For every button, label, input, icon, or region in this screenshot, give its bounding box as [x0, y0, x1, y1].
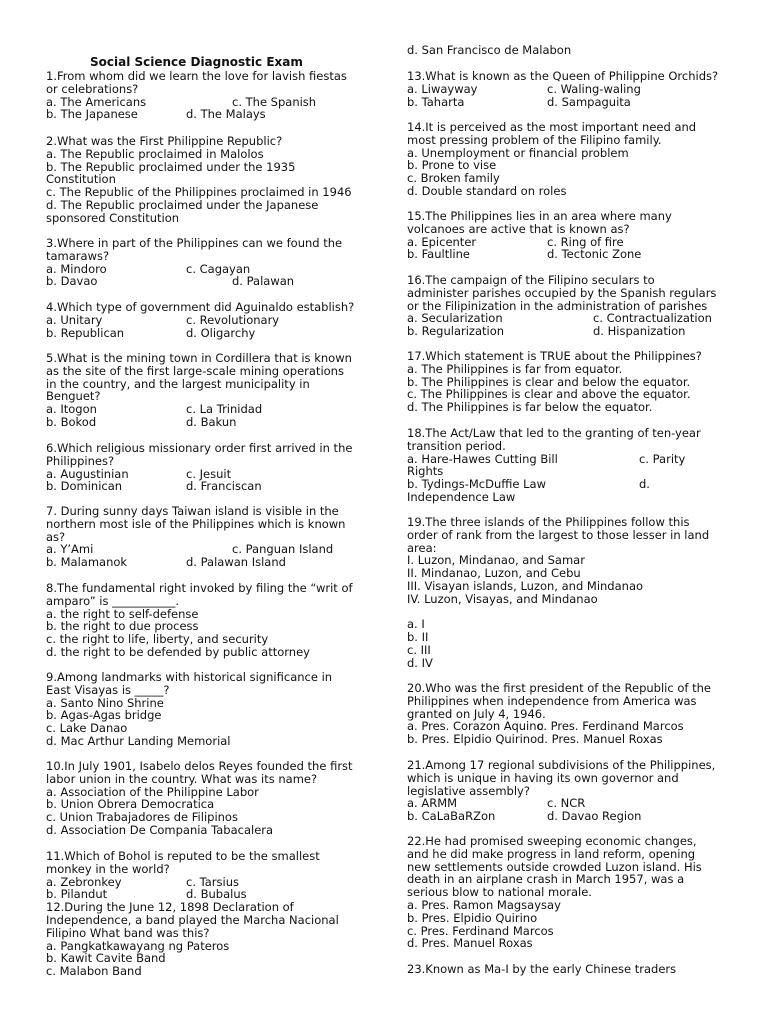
text-line	[407, 606, 737, 619]
text-line: b. the right to due process	[46, 619, 199, 634]
text-line: 5.What is the mining town in Cordillera that is known	[46, 351, 352, 365]
question-block	[46, 505, 366, 569]
question-block	[407, 963, 737, 976]
option-text: c. Jesuit	[186, 466, 232, 481]
option-text: a. ARMM	[407, 796, 458, 811]
text-line: 3.Where in part of the Philippines can we found the	[46, 236, 343, 250]
option-text: b. Davao	[46, 274, 98, 289]
option-text: a. Y’Ami	[46, 542, 94, 557]
text-line: Benguet?	[46, 389, 101, 404]
option-text: c. Parity	[639, 451, 686, 466]
question-block	[46, 850, 366, 978]
option-text: c. La Trinidad	[186, 402, 263, 417]
option-text: a. Epicenter	[407, 234, 477, 249]
text-line: 6.Which religious missionary order first arrived in the	[46, 441, 353, 455]
text-line: Constitution	[46, 172, 116, 187]
text-line: 21.Among 17 regional subdivisions of the Philippines,	[407, 758, 716, 772]
text-line: a. Santo Nino Shrine	[46, 695, 164, 710]
text-line: 1.From whom did we learn the love for lavish fiestas	[46, 69, 347, 83]
text-line: 9.Among landmarks with historical significance in	[46, 670, 333, 684]
question-block	[407, 427, 737, 504]
option-text: d. Oligarchy	[186, 325, 256, 340]
text-line: d. The Republic proclaimed under the Japanese	[46, 197, 319, 212]
option-text: b. Republican	[46, 325, 125, 340]
text-line: a. The Republic proclaimed in Malolos	[46, 146, 264, 161]
question-block	[46, 237, 366, 288]
question-block	[46, 582, 366, 659]
text-line: volcanoes are active that is known as?	[407, 221, 630, 236]
option-text: c. Cagayan	[186, 261, 251, 276]
text-line: I. Luzon, Mindanao, and Samar	[407, 553, 585, 568]
question-block	[407, 516, 737, 670]
text-line: 11.Which of Bohol is reputed to be the smallest	[46, 849, 320, 863]
option-text: b. Tydings-McDuffie Law	[407, 477, 546, 492]
option-text: b. The Japanese	[46, 107, 138, 122]
option-row	[46, 416, 366, 429]
text-line: transition period.	[407, 438, 506, 453]
text-line: a. The Philippines is far from equator.	[407, 361, 623, 376]
text-line: 7. During sunny days Taiwan island is visible in the	[46, 504, 339, 518]
option-text: a. Zebronkey	[46, 874, 122, 889]
text-line: granted on July 4, 1946.	[407, 706, 546, 721]
option-row	[46, 480, 366, 493]
text-line: 12.During the June 12, 1898 Declaration of	[46, 900, 294, 915]
option-text: d. Bakun	[186, 414, 237, 429]
option-text: b. Faultline	[407, 247, 470, 262]
text-line: which is unique in having its own governor and	[407, 770, 679, 785]
option-row	[46, 327, 366, 340]
text-line: IV. Luzon, Visayas, and Mindanao	[407, 591, 598, 606]
option-text: d. Hispanization	[593, 324, 686, 339]
option-text: b. Dominican	[46, 479, 123, 494]
option-row	[407, 478, 737, 491]
text-line: b. Agas-Agas bridge	[46, 708, 162, 723]
option-text: b. Taharta	[407, 94, 465, 109]
text-line: a. Unemployment or financial problem	[407, 145, 629, 160]
question-block	[407, 274, 737, 338]
text-line: d. Association De Compania Tabacalera	[46, 822, 274, 837]
text-line: c. the right to life, liberty, and security	[46, 632, 269, 647]
option-text: b. Regularization	[407, 324, 505, 339]
option-row	[46, 556, 366, 569]
text-line: area:	[407, 540, 437, 555]
text-line: or the Filipinization in the administration of parishes	[407, 298, 708, 313]
option-text: c. Ring of fire	[547, 234, 624, 249]
text-line: or celebrations?	[46, 81, 139, 96]
option-text: c. Pres. Ferdinand Marcos	[537, 719, 684, 734]
option-text: c. Tarsius	[186, 874, 239, 889]
option-text: c. Panguan Island	[232, 542, 334, 557]
option-text: c. Contractualization	[593, 311, 712, 326]
text-line: d. Double standard on roles	[407, 183, 567, 198]
text-line: II. Mindanao, Luzon, and Cebu	[407, 566, 581, 581]
text-line: tamaraws?	[46, 248, 110, 263]
text-line: III. Visayan islands, Luzon, and Mindanao	[407, 578, 644, 593]
text-line: d. the right to be defended by public attorney	[46, 644, 310, 659]
option-row	[407, 96, 737, 109]
option-text: d. Davao Region	[547, 809, 642, 824]
text-line: order of rank from the largest to those lesser in land	[407, 527, 710, 542]
text-line: Independence Law	[407, 489, 516, 504]
option-text: b. Malamanok	[46, 555, 128, 570]
text-line: 17.Which statement is TRUE about the Philippines?	[407, 349, 702, 363]
text-line: Rights	[407, 464, 444, 479]
option-text: d. Bubalus	[186, 887, 247, 902]
question-block	[407, 835, 737, 950]
option-row	[407, 248, 737, 261]
text-line: 4.Which type of government did Aguinaldo establish?	[46, 300, 355, 314]
question-block	[46, 352, 366, 429]
text-line: a. Pangkatkawayang ng Pateros	[46, 938, 230, 953]
text-line: in the country, and the largest municipality in	[46, 376, 310, 391]
text-line: d. Pres. Manuel Roxas	[407, 936, 533, 951]
text-line: 14.It is perceived as the most important need and	[407, 120, 697, 134]
option-text: a. Augustinian	[46, 466, 129, 481]
text-line: 18.The Act/Law that led to the granting of ten-year	[407, 426, 701, 440]
text-line: a. the right to self-defense	[46, 606, 199, 621]
option-text: c. Waling-waling	[547, 81, 641, 96]
option-row	[46, 888, 366, 901]
option-text: b. Pilandut	[46, 887, 108, 902]
text-line: legislative assembly?	[407, 783, 530, 798]
text-line: 16.The campaign of the Filipino seculars to	[407, 273, 655, 287]
text-line: d. The Philippines is far below the equator.	[407, 400, 653, 415]
option-text: c. The Spanish	[232, 94, 317, 109]
text-line: serious blow to national morale.	[407, 885, 592, 900]
question-block	[46, 135, 366, 225]
text-line: b. The Republic proclaimed under the 1935	[46, 159, 296, 174]
option-text: c. Revolutionary	[186, 312, 280, 327]
text-line: Philippines?	[46, 453, 115, 468]
question-block	[407, 682, 737, 746]
text-line: East Visayas is _____?	[46, 682, 170, 697]
question-block	[407, 70, 737, 108]
text-line: monkey in the world?	[46, 861, 170, 876]
option-row	[407, 810, 737, 823]
text-line: b. The Philippines is clear and below the equator.	[407, 374, 691, 389]
question-block	[46, 760, 366, 837]
text-line: c. Broken family	[407, 171, 500, 186]
option-text: b. CaLaBaRZon	[407, 809, 496, 824]
text-line: d. Mac Arthur Landing Memorial	[46, 733, 231, 748]
question-block	[46, 442, 366, 493]
text-line: 2.What was the First Philippine Republic?	[46, 134, 283, 148]
text-line: b. II	[407, 630, 429, 645]
text-line: amparo” is ___________.	[46, 593, 180, 608]
text-line: 20.Who was the first president of the Republic of the	[407, 681, 711, 695]
text-line: labor union in the country. What was its name?	[46, 771, 318, 786]
text-line: d. San Francisco de Malabon	[407, 43, 572, 57]
text-line: and he did make progress in land reform, opening	[407, 846, 696, 861]
option-text: d. Tectonic Zone	[547, 247, 642, 262]
option-text: b. Bokod	[46, 414, 97, 429]
text-line: 8.The fundamental right invoked by filing the “writ of	[46, 581, 353, 595]
text-line: Philippines when independence from America was	[407, 693, 697, 708]
option-text: a. Mindoro	[46, 261, 107, 276]
text-line: b. Union Obrera Democratica	[46, 797, 215, 812]
text-line: as?	[46, 529, 66, 544]
question-block	[407, 121, 737, 198]
text-line: c. The Republic of the Philippines proclaimed in 1946	[46, 185, 352, 200]
text-line: as the site of the first large-scale mining operations	[46, 363, 344, 378]
option-text: d.	[639, 477, 650, 492]
text-line: 19.The three islands of the Philippines follow this	[407, 515, 690, 529]
text-line: most pressing problem of the Filipino family.	[407, 132, 662, 147]
option-text: a. Secularization	[407, 311, 503, 326]
text-line: death in an airplane crash in March 1957, was a	[407, 872, 685, 887]
option-row	[46, 108, 366, 121]
question-block	[407, 759, 737, 823]
option-row	[46, 275, 366, 288]
option-text: a. Unitary	[46, 312, 103, 327]
text-line: c. Union Trabajadores de Filipinos	[46, 810, 238, 825]
text-line: b. Prone to vise	[407, 158, 497, 173]
option-text: a. Itogon	[46, 402, 97, 417]
text-line: 22.He had promised sweeping economic changes,	[407, 834, 697, 848]
text-line: sponsored Constitution	[46, 210, 180, 225]
option-text: d. The Malays	[186, 107, 266, 122]
question-block	[46, 301, 366, 339]
option-row	[407, 325, 737, 338]
option-text: a. Liwayway	[407, 81, 478, 96]
text-line: c. Pres. Ferdinand Marcos	[407, 923, 554, 938]
option-row	[407, 733, 737, 746]
option-row	[407, 453, 737, 466]
question-block	[407, 210, 737, 261]
question-block	[407, 350, 737, 414]
text-line: c. Lake Danao	[46, 721, 128, 736]
option-text: d. Palawan Island	[186, 555, 286, 570]
text-line: d. IV	[407, 655, 433, 670]
text-line: Filipino What band was this?	[46, 925, 210, 940]
option-text: d. Pres. Manuel Roxas	[537, 732, 663, 747]
option-text: b. Pres. Elpidio Quirino	[407, 732, 538, 747]
text-line: b. Kawit Cavite Band	[46, 951, 166, 966]
question-block	[46, 70, 366, 121]
text-line: c. Malabon Band	[46, 964, 142, 979]
text-line: northern most isle of the Philippines which is known	[46, 516, 346, 531]
text-line: a. Association of the Philippine Labor	[46, 784, 259, 799]
exam-title: Social Science Diagnostic Exam	[90, 55, 303, 69]
option-text: c. NCR	[547, 796, 586, 811]
text-line: 15.The Philippines lies in an area where many	[407, 209, 672, 223]
text-line: a. Pres. Ramon Magsaysay	[407, 897, 561, 912]
option-text: d. Franciscan	[186, 479, 262, 494]
text-line: Independence, a band played the Marcha Nacional	[46, 912, 339, 927]
option-text: d. Sampaguita	[547, 94, 631, 109]
text-line: 10.In July 1901, Isabelo delos Reyes founded the first	[46, 759, 353, 773]
text-line: a. I	[407, 617, 425, 632]
question-block	[46, 671, 366, 748]
text-line: c. III	[407, 642, 431, 657]
option-text: d. Palawan	[232, 274, 295, 289]
option-text: a. Pres. Corazon Aquino	[407, 719, 544, 734]
option-text: a. The Americans	[46, 94, 147, 109]
text-line: new settlements outside crowded Luzon island. His	[407, 859, 702, 874]
question-block	[407, 44, 737, 57]
text-line: 13.What is known as the Queen of Philippine Orchids?	[407, 69, 719, 83]
text-line: administer parishes occupied by the Spanish regulars	[407, 285, 717, 300]
text-line: 23.Known as Ma-I by the early Chinese traders	[407, 962, 677, 976]
option-text: a. Hare-Hawes Cutting Bill	[407, 451, 558, 466]
text-line: b. Pres. Elpidio Quirino	[407, 910, 538, 925]
text-line: c. The Philippines is clear and above the equator.	[407, 387, 691, 402]
